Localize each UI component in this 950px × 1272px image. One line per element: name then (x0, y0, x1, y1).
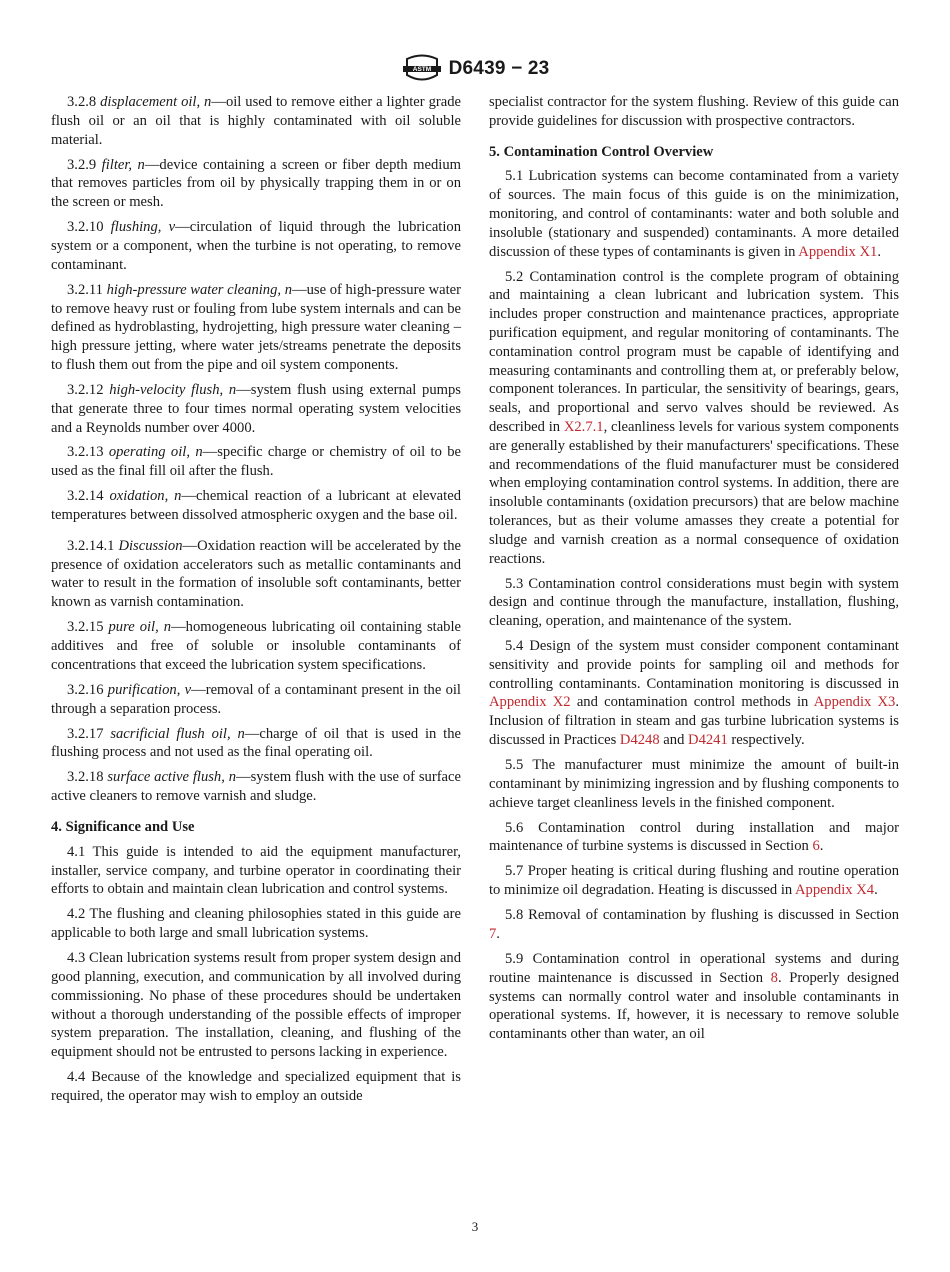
paragraph-4-3: 4.3 Clean lubrication systems result from proper system design and good planning, execution, and communication by all involved during commissioning. No phase of these procedures should be undertaken without a thorough understanding of the possible effects of improper system preparation. The installation, cleaning, and flushing of the equipment should not be entrusted to persons lacking in experience. (51, 950, 461, 1061)
section-5-heading: 5. Contamination Control Overview (489, 143, 714, 160)
paragraph-4-1: 4.1 This guide is intended to aid the equipment manufacturer, installer, service company, and turbine operator in coordinating their efforts to obtain and maintain clean lubrication and control systems. (51, 843, 461, 898)
paragraph-4-4-continued: specialist contractor for the system flushing. Review of this guide can provide guidelines for discussion with prospective contractors. (489, 94, 899, 129)
paragraph-5-7: 5.7 Proper heating is critical during flushing and routine operation to minimize oil degradation. Heating is discussed in Appendix X4. (489, 863, 899, 899)
definition-3-2-15: 3.2.15 pure oil, n—homogeneous lubricating oil containing stable additives and free of soluble or insoluble contaminants of concentrations that exceed the lubrication system specifications. (51, 619, 461, 673)
paragraph-5-8: 5.8 Removal of contamination by flushing is discussed in Section 7. (489, 907, 899, 942)
link-d4241[interactable]: D4241 (688, 732, 728, 749)
definition-3-2-11: 3.2.11 high-pressure water cleaning, n—use of high-pressure water to remove heavy rust or fouling from lube system internals and can be defined as hydroblasting, hydrojetting, high pressure water cleaning – high pressure jetting, where water jets/streams penetrate the deposits to flush them out from the pipe and oil system components. (51, 281, 461, 373)
link-x2-7-1[interactable]: X2.7.1 (563, 418, 604, 435)
definition-3-2-12: 3.2.12 high-velocity flush, n—system flush using external pumps that generate three to four times normal operating system velocities and a Reynolds number over 4000. (51, 381, 461, 436)
definition-3-2-8: 3.2.8 displacement oil, n—oil used to remove either a lighter grade flush oil or an oil that is highly contaminated with oil soluble material. (51, 94, 461, 148)
link-d4248[interactable]: D4248 (619, 732, 660, 749)
page-header (0, 52, 950, 86)
definition-3-2-16: 3.2.16 purification, v—removal of a contaminant present in the oil through a separation process. (51, 681, 461, 717)
paragraph-5-9: 5.9 Contamination control in operational systems and during routine maintenance is discussed in Section 8. Properly designed systems can normally control water and insoluble contaminants in operational systems. If, however, it is necessary to remove soluble contaminants other than water, an oil (489, 950, 899, 1043)
paragraph-5-3: 5.3 Contamination control considerations must begin with system design and continue through the manufacture, installation, flushing, cleaning, operation, and maintenance of the system. (489, 575, 899, 630)
definition-3-2-10: 3.2.10 flushing, v—circulation of liquid through the lubrication system or a component, when the turbine is not operating, to remove contaminant. (51, 219, 461, 273)
discussion-3-2-14-1: 3.2.14.1 Discussion—Oxidation reaction will be accelerated by the presence of oxidation accelerators such as metallic contaminants and water to result in the formation of insoluble soft contaminants, better known as varnish contamination. (51, 537, 461, 611)
section-4-heading: 4. Significance and Use (51, 818, 195, 835)
astm-logo-text: ASTM (412, 66, 431, 73)
page-number: 3 (471, 1219, 479, 1234)
link-appendix-x1[interactable]: Appendix X1 (798, 243, 878, 260)
link-appendix-x3[interactable]: Appendix X3 (813, 694, 896, 711)
definition-3-2-9: 3.2.9 filter, n—device containing a screen or fiber depth medium that removes particles from oil by physically trapping them in or on the screen or mesh. (51, 156, 461, 211)
paragraph-5-5: 5.5 The manufacturer must minimize the amount of built-in contaminant by minimizing ingression and by flushing components to achieve target cleanliness levels in the finished component. (489, 757, 899, 811)
link-appendix-x2[interactable]: Appendix X2 (489, 694, 571, 711)
right-column (489, 93, 899, 1050)
paragraph-5-4: 5.4 Design of the system must consider component contaminant sensitivity and provide points for sampling oil and methods for controlling contaminants. Contamination monitoring is discussed in Appendix X2 and contamination control methods in Appendix X3. Inclusion of filtration in steam and gas turbine lubrication systems is discussed in Practices D4248 and D4241 respectively. (489, 638, 899, 749)
left-column (51, 93, 461, 1112)
astm-logo-icon (401, 53, 443, 85)
paragraph-4-2: 4.2 The flushing and cleaning philosophies stated in this guide are applicable to both large and small lubrication systems. (51, 906, 461, 942)
definition-3-2-13: 3.2.13 operating oil, n—specific charge or chemistry of oil to be used as the final fill oil after the flush. (51, 444, 461, 480)
link-section-6[interactable]: 6 (812, 838, 820, 855)
definition-3-2-14: 3.2.14 oxidation, n—chemical reaction of a lubricant at elevated temperatures between dissolved atmospheric oxygen and the base oil. (51, 488, 461, 524)
paragraph-4-4: 4.4 Because of the knowledge and specialized equipment that is required, the operator may wish to employ an outside (51, 1069, 461, 1104)
paragraph-5-6: 5.6 Contamination control during installation and major maintenance of turbine systems is discussed in Section 6. (489, 819, 899, 855)
link-section-7[interactable]: 7 (489, 925, 497, 942)
paragraph-5-1: 5.1 Lubrication systems can become contaminated from a variety of sources. The main focus of this guide is on the minimization, monitoring, and control of contaminants: water and both soluble and insoluble (stationary and suspended) contaminants. A more detailed discussion of these types of contaminants is given in Appendix X1. (489, 168, 899, 260)
paragraph-5-2: 5.2 Contamination control is the complete program of obtaining and maintaining a clean lubricant and lubrication system. This includes proper construction and maintenance practices, appropriate purification equipment, and regular monitoring of contaminants. The contamination control program must be capable of identifying and measuring contaminants and controlling them at, or preferably below, component tolerances. In particular, the sensitivity of bearings, gears, seals, and proportional and servo valves should be reviewed. As described in X2.7.1, cleanliness levels for various system components are generally established by their manufacturers' specifications. These and recommendations of the fluid manufacturer must be considered when employing contamination control systems. In addition, there are insoluble contaminants (oxidation precursors) that are below machine tolerances, but as their volume amasses they create a potential for sludge and varnish creation as a normal consequence of oxidation reactions. (489, 268, 899, 567)
link-section-8[interactable]: 8 (770, 969, 778, 986)
definition-3-2-18: 3.2.18 surface active flush, n—system flush with the use of surface active cleaners to remove varnish and sludge. (51, 769, 461, 805)
link-appendix-x4[interactable]: Appendix X4 (795, 882, 875, 899)
definition-3-2-17: 3.2.17 sacrificial flush oil, n—charge of oil that is used in the flushing process and not used as the final operating oil. (51, 725, 461, 761)
standard-designation: D6439 − 23 (448, 58, 550, 79)
